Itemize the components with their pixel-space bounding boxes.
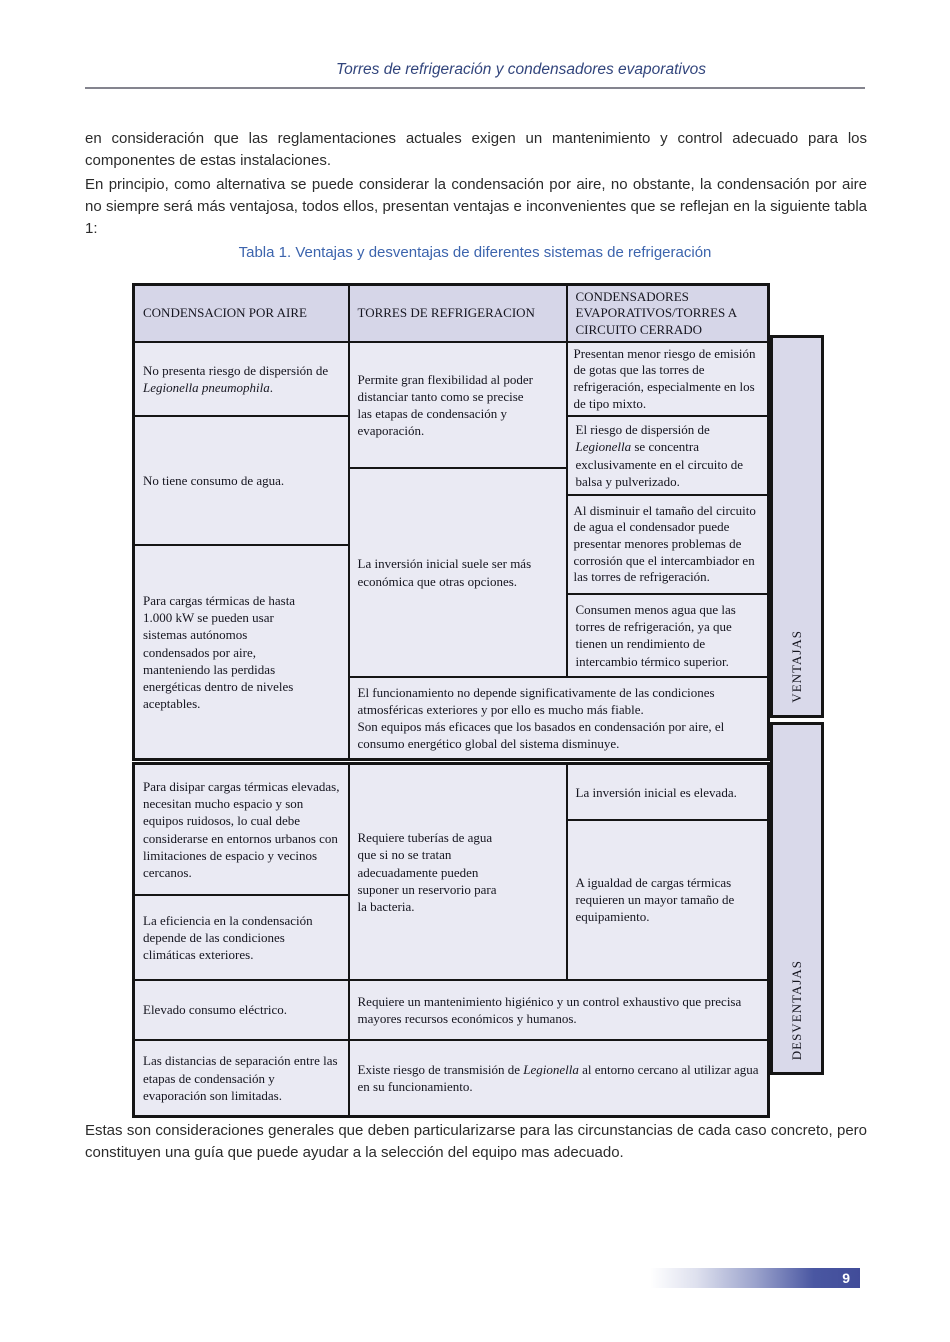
cell-desventaja-cond-tamano: A igualdad de cargas térmicas requieren un mayor tamaño de equipamiento.	[567, 820, 769, 980]
cell-desventaja-aire-eficiencia: La eficiencia en la condensación depende de las condiciones climáticas exteriores.	[134, 895, 349, 980]
cell-ventaja-cond-corrosion: Al disminuir el tamaño del circuito de agua el condensador puede presentar menores problemas de corrosión que el intercambiador en las torres de refrigeración.	[567, 495, 769, 594]
cell-ventaja-aire-cargas: Para cargas térmicas de hasta 1.000 kW se pueden usar sistemas autónomos condensados por aire, manteniendo las perdidas energéticas dentro de niveles aceptables.	[134, 545, 349, 760]
latin-term: Legionella pneumophila	[143, 380, 270, 395]
table-caption: Tabla 1. Ventajas y desventajas de diferentes sistemas de refrigeración	[238, 244, 712, 261]
page-number: 9	[842, 1270, 850, 1286]
cell-text: No presenta riesgo de dispersión de	[143, 362, 329, 378]
cell-desventaja-aire-distancias: Las distancias de separación entre las etapas de condensación y evaporación son limitadas.	[134, 1040, 349, 1117]
cell-desventaja-cond-inversion: La inversión inicial es elevada.	[567, 764, 769, 820]
cell-desventaja-torres-tuberias: Requiere tuberías de agua que si no se tratan adecuadamente pueden suponer un reservorio para la bacteria.	[349, 764, 567, 980]
comparison-table	[132, 283, 832, 1118]
desventajas-label: DESVENTAJAS	[789, 959, 804, 1060]
column-header-torres: TORRES DE REFRIGERACION	[349, 285, 567, 342]
cell-text: se concentra exclusivamente en el circuito de balsa y pulverizado.	[575, 439, 743, 489]
cell-ventaja-aire-agua: No tiene consumo de agua.	[134, 416, 349, 545]
header-rule	[85, 87, 865, 89]
column-header-condensadores: CONDENSADORES EVAPORATIVOS/TORRES A CIRCUITO CERRADO	[567, 285, 769, 342]
cell-desventaja-aire-electrico: Elevado consumo eléctrico.	[134, 980, 349, 1040]
cell-ventaja-cond-consumo: Consumen menos agua que las torres de refrigeración, ya que tienen un rendimiento de intercambio térmico superior.	[567, 594, 769, 677]
desventajas-sidebar	[770, 722, 824, 1075]
cell-ventaja-funcionamiento	[349, 677, 769, 760]
cell-text: al entorno cercano al utilizar agua en su funcionamiento.	[357, 1061, 759, 1095]
cell-ventaja-torres-inversion: La inversión inicial suele ser más económica que otras opciones.	[349, 468, 567, 677]
cell-desventaja-mantenimiento: Requiere un mantenimiento higiénico y un control exhaustivo que precisa mayores recursos económicos y humanos.	[349, 980, 769, 1040]
latin-term: Legionella	[575, 439, 632, 455]
paragraph-regulations: en consideración que las reglamentaciones actuales exigen un mantenimiento y control adecuado para los componentes de estas instalaciones.	[85, 130, 867, 169]
cell-text: El riesgo de dispersión de	[575, 422, 710, 438]
cell-text: Son equipos más eficaces que los basados en condensación por aire, el consumo energético global del sistema disminuye.	[357, 719, 725, 752]
cell-desventaja-aire-espacio: Para disipar cargas térmicas elevadas, necesitan mucho espacio y son equipos ruidosos, lo cual debe considerarse en entornos urbanos con limitaciones de espacio y vecinos cercanos.	[134, 764, 349, 895]
cell-ventaja-cond-emision: Presentan menor riesgo de emisión de gotas que las torres de refrigeración, especialmente en los de tipo mixto.	[567, 342, 769, 417]
cell-ventaja-torres-flexibilidad: Permite gran flexibilidad al poder distanciar tanto como se precise las etapas de condensación y evaporación.	[349, 342, 567, 469]
ventajas-table	[132, 283, 770, 761]
cell-desventaja-transmision	[349, 1040, 769, 1117]
latin-term: Legionella	[523, 1061, 579, 1077]
cell-text: Existe riesgo de transmisión de	[357, 1061, 524, 1077]
column-header-condensacion-aire: CONDENSACION POR AIRE	[134, 285, 349, 342]
cell-ventaja-cond-dispersion	[567, 416, 769, 495]
paragraph-closing: Estas son consideraciones generales que deben particularizarse para las circunstancias de cada caso concreto, pero constituyen una guía que puede ayudar a la selección del equipo mas adecuado.	[85, 1122, 867, 1161]
page-footer-bar	[650, 1268, 860, 1288]
ventajas-sidebar	[770, 335, 824, 718]
running-header-title: Torres de refrigeración y condensadores evaporativos	[336, 61, 706, 78]
cell-text: .	[269, 380, 273, 395]
ventajas-label: VENTAJAS	[789, 630, 804, 703]
paragraph-alternative: En principio, como alternativa se puede considerar la condensación por aire, no obstante, la condensación por aire no siempre será más ventajosa, todos ellos, presentan ventajas e inconvenientes que se reflejan en la siguiente tabla 1:	[85, 176, 867, 237]
desventajas-table	[132, 762, 770, 1118]
cell-text: El funcionamiento no depende significativamente de las condiciones atmosféricas exteriores y por ello es mucho más fiable.	[357, 684, 715, 717]
cell-ventaja-aire-legionella	[134, 342, 349, 417]
